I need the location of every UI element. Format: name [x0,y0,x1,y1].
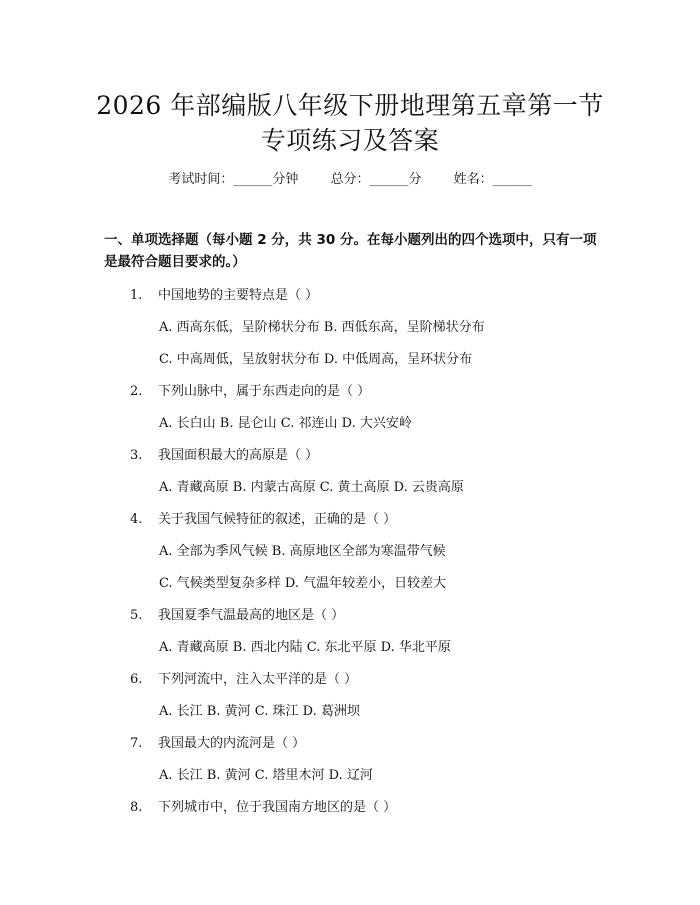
exam-score-field: 总分：______分 [330,172,422,187]
question-number: 2. [130,384,143,399]
exam-meta [0,168,700,187]
question-number: 1. [130,288,143,303]
question [130,508,396,527]
question [130,796,396,815]
question-number: 4. [130,512,143,527]
question-options: C. 气候类型复杂多样 D. 气温年较差小，日较差大 [159,576,447,591]
page-title-line2: 专项练习及答案 [260,126,440,155]
question [130,380,370,399]
question-text: 下列城市中，位于我国南方地区的是（ ） [158,800,397,815]
question [130,284,318,303]
question-number: 5. [130,608,143,623]
question-options: A. 青藏高原 B. 西北内陆 C. 东北平原 D. 华北平原 [159,640,451,655]
question-text: 下列河流中，注入太平洋的是（ ） [158,672,358,687]
question-options: A. 长江 B. 黄河 C. 塔里木河 D. 辽河 [159,768,373,783]
page-title-line1: 2026 年部编版八年级下册地理第五章第一节 [96,91,604,120]
question-options: A. 全部为季风气候 B. 高原地区全部为寒温带气候 [159,544,446,559]
question-text: 关于我国气候特征的叙述，正确的是（ ） [158,512,397,527]
question [130,604,344,623]
question-number: 7. [130,736,143,751]
question-options: A. 长白山 B. 昆仑山 C. 祁连山 D. 大兴安岭 [159,416,412,431]
question-options: A. 青藏高原 B. 内蒙古高原 C. 黄土高原 D. 云贵高原 [159,480,464,495]
question-text: 我国最大的内流河是（ ） [158,736,306,751]
question-number: 6. [130,672,143,687]
question-text: 中国地势的主要特点是（ ） [158,288,319,303]
question [130,668,357,687]
question [130,732,305,751]
question-number: 3. [130,448,143,463]
student-name-field: 姓名：______ [453,172,532,187]
question-text: 下列山脉中，属于东西走向的是（ ） [158,384,371,399]
question-options: A. 长江 B. 黄河 C. 珠江 D. 葛洲坝 [159,704,360,719]
question-text: 我国面积最大的高原是（ ） [158,448,319,463]
question [130,444,318,463]
question-options: C. 中高周低，呈放射状分布 D. 中低周高，呈环状分布 [159,352,473,367]
section-heading: 一、单项选择题（每小题 2 分，共 30 分。在每小题列出的四个选项中，只有一项是最符合题目要求的。） [104,232,597,270]
question-text: 我国夏季气温最高的地区是（ ） [158,608,345,623]
question-options: A. 西高东低，呈阶梯状分布 B. 西低东高，呈阶梯状分布 [159,320,485,335]
exam-time-field: 考试时间：______分钟 [168,172,299,187]
question-number: 8. [130,800,143,815]
